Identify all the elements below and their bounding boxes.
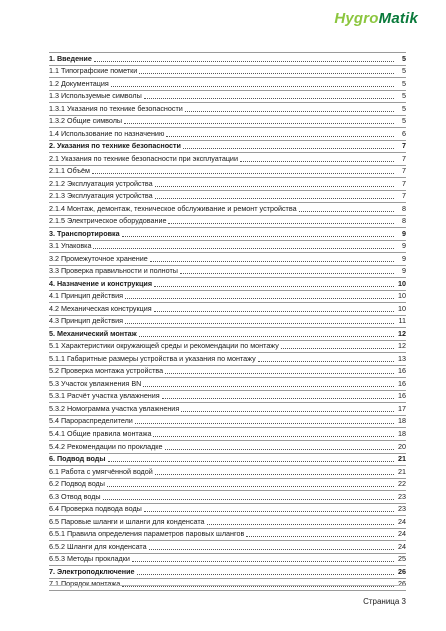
- toc-entry-title: 7. Электроподключение: [49, 566, 135, 576]
- toc-entry-title: 2.1 Указания по технике безопасности при эксплуатации: [49, 153, 238, 163]
- toc-entry-title: 6.5.1 Правила определения параметров паровых шлангов: [49, 529, 245, 539]
- toc-entry-page: 16: [398, 378, 406, 388]
- toc-entry-title: 3.3 Проверка правильности и полноты: [49, 266, 178, 276]
- toc-entry-row[interactable]: [49, 203, 406, 216]
- toc-entry-title: 1.2 Документация: [49, 78, 109, 88]
- toc-entry-title: 2.1.1 Объём: [49, 166, 90, 176]
- toc-entry-page: 21: [398, 454, 406, 464]
- toc-section-row[interactable]: [49, 228, 406, 241]
- toc-entry-row[interactable]: [49, 191, 406, 204]
- toc-entry-title: 6.5.2 Шланги для конденсата: [49, 541, 147, 551]
- toc-entry-title: 1.1 Типографские пометки: [49, 66, 138, 76]
- toc-leader-dots: [94, 53, 394, 62]
- toc-entry-row[interactable]: [49, 216, 406, 229]
- toc-leader-dots: [168, 216, 394, 225]
- toc-entry-title: 5.3.2 Номограмма участка увлажнения: [49, 403, 180, 413]
- toc-leader-dots: [92, 166, 394, 175]
- toc-entry-title: 6.2 Подвод воды: [49, 479, 105, 489]
- toc-entry-row[interactable]: [49, 116, 406, 129]
- toc-entry-row[interactable]: [49, 441, 406, 454]
- toc-entry-row[interactable]: [49, 66, 406, 79]
- toc-entry-page: 18: [398, 428, 406, 438]
- toc-entry-page: 5: [402, 103, 406, 113]
- toc-entry-title: 6.3 Отвод воды: [49, 491, 101, 501]
- toc-entry-row[interactable]: [49, 391, 406, 404]
- toc-leader-dots: [135, 416, 394, 425]
- toc-entry-title: 6.1 Работа с умягчённой водой: [49, 466, 153, 476]
- toc-entry-page: 8: [402, 203, 406, 213]
- toc-entry-row[interactable]: [49, 103, 406, 116]
- toc-leader-dots: [162, 391, 394, 400]
- toc-entry-page: 24: [398, 529, 406, 539]
- toc-leader-dots: [155, 466, 394, 475]
- toc-entry-page: 8: [402, 216, 406, 226]
- toc-entry-title: 5.1.1 Габаритные размеры устройства и указания по монтажу: [49, 353, 256, 363]
- toc-entry-row[interactable]: [49, 91, 406, 104]
- toc-entry-page: 12: [398, 341, 406, 351]
- toc-entry-title: 1.3.2 Общие символы: [49, 116, 123, 126]
- toc-entry-page: 17: [398, 403, 406, 413]
- logo-text-part1: Hygro: [334, 10, 379, 27]
- toc-leader-dots: [125, 316, 394, 325]
- toc-entry-page: 12: [398, 328, 406, 338]
- toc-leader-dots: [180, 266, 394, 275]
- toc-entry-title: 4. Назначение и конструкция: [49, 278, 153, 288]
- toc-entry-page: 9: [402, 228, 406, 238]
- toc-entry-page: 26: [398, 579, 406, 589]
- toc-section-row[interactable]: [49, 278, 406, 291]
- toc-entry-page: 7: [402, 178, 406, 188]
- toc-leader-dots: [111, 78, 394, 87]
- toc-entry-title: 5.4.1 Общие правила монтажа: [49, 428, 152, 438]
- toc-entry-title: 5. Механический монтаж: [49, 328, 137, 338]
- toc-entry-page: 7: [402, 153, 406, 163]
- toc-leader-dots: [281, 341, 394, 350]
- toc-entry-page: 23: [398, 504, 406, 514]
- toc-entry-title: 1.3 Используемые символы: [49, 91, 142, 101]
- toc-leader-dots: [149, 541, 394, 550]
- toc-entry-title: 4.3 Принцип действия: [49, 316, 123, 326]
- toc-entry-row[interactable]: [49, 128, 406, 141]
- toc-section-row[interactable]: [49, 328, 406, 341]
- toc-entry-title: 5.2 Проверка монтажа устройства: [49, 366, 164, 376]
- toc-leader-dots: [183, 141, 394, 150]
- toc-leader-dots: [107, 479, 394, 488]
- toc-leader-dots: [246, 529, 394, 538]
- table-of-contents: [49, 52, 406, 591]
- toc-entry-page: 16: [398, 391, 406, 401]
- toc-entry-row[interactable]: [49, 529, 406, 542]
- toc-leader-dots: [132, 554, 394, 563]
- toc-leader-dots: [154, 303, 394, 312]
- toc-leader-dots: [165, 441, 394, 450]
- toc-entry-row[interactable]: [49, 491, 406, 504]
- toc-leader-dots: [125, 291, 394, 300]
- toc-leader-dots: [103, 491, 394, 500]
- toc-entry-row[interactable]: [49, 416, 406, 429]
- toc-entry-title: 1.3.1 Указания по технике безопасности: [49, 103, 183, 113]
- toc-entry-title: 3. Транспортировка: [49, 228, 120, 238]
- toc-section-row[interactable]: [49, 566, 406, 579]
- toc-entry-page: 18: [398, 416, 406, 426]
- toc-entry-page: 13: [398, 353, 406, 363]
- toc-entry-row[interactable]: [49, 378, 406, 391]
- toc-entry-row[interactable]: [49, 428, 406, 441]
- toc-entry-title: 3.1 Упаковка: [49, 241, 92, 251]
- toc-entry-page: 24: [398, 516, 406, 526]
- toc-entry-page: 9: [402, 241, 406, 251]
- toc-section-row[interactable]: [49, 454, 406, 467]
- toc-entry-row[interactable]: [49, 253, 406, 266]
- toc-leader-dots: [144, 91, 394, 100]
- toc-entry-row[interactable]: [49, 353, 406, 366]
- toc-entry-row[interactable]: [49, 554, 406, 567]
- toc-entry-page: 5: [402, 91, 406, 101]
- page-number: Страница 3: [363, 597, 406, 606]
- toc-entry-page: 7: [402, 141, 406, 151]
- logo-text-part2: Matik: [378, 10, 418, 27]
- toc-entry-page: 24: [398, 541, 406, 551]
- toc-entry-title: 1. Введение: [49, 53, 92, 63]
- toc-entry-title: 5.3 Участок увлажнения BN: [49, 378, 142, 388]
- toc-leader-dots: [108, 454, 394, 463]
- toc-entry-row[interactable]: [49, 78, 406, 91]
- toc-entry-row[interactable]: [49, 178, 406, 191]
- toc-leader-dots: [143, 378, 394, 387]
- toc-leader-dots: [153, 428, 394, 437]
- toc-entry-row[interactable]: [49, 479, 406, 492]
- toc-leader-dots: [154, 278, 394, 287]
- footer-divider: [49, 585, 406, 586]
- toc-entry-page: 22: [398, 479, 406, 489]
- toc-leader-dots: [165, 366, 394, 375]
- toc-entry-page: 21: [398, 466, 406, 476]
- toc-entry-title: 5.4.2 Рекомендации по прокладке: [49, 441, 163, 451]
- toc-leader-dots: [258, 353, 394, 362]
- toc-entry-row[interactable]: [49, 291, 406, 304]
- toc-leader-dots: [166, 128, 394, 137]
- toc-entry-row[interactable]: [49, 166, 406, 179]
- toc-leader-dots: [139, 328, 394, 337]
- toc-leader-dots: [122, 228, 394, 237]
- toc-leader-dots: [139, 66, 394, 75]
- toc-entry-title: 6.4 Проверка подвода воды: [49, 504, 142, 514]
- toc-entry-page: 9: [402, 266, 406, 276]
- toc-entry-title: 2.1.5 Электрическое оборудование: [49, 216, 167, 226]
- toc-entry-row[interactable]: [49, 466, 406, 479]
- toc-entry-page: 25: [398, 554, 406, 564]
- toc-entry-row[interactable]: [49, 303, 406, 316]
- toc-leader-dots: [155, 191, 394, 200]
- toc-entry-page: 26: [398, 566, 406, 576]
- toc-entry-title: 5.3.1 Расчёт участка увлажнения: [49, 391, 160, 401]
- toc-leader-dots: [93, 241, 394, 250]
- toc-entry-page: 5: [402, 116, 406, 126]
- toc-entry-title: 1.4 Использование по назначению: [49, 128, 165, 138]
- toc-entry-page: 7: [402, 191, 406, 201]
- toc-section-row[interactable]: [49, 141, 406, 154]
- toc-entry-title: 5.1 Характеристики окружающей среды и рекомендации по монтажу: [49, 341, 279, 351]
- toc-entry-title: 6.5 Паровые шланги и шланги для конденсата: [49, 516, 205, 526]
- toc-entry-page: 7: [402, 166, 406, 176]
- toc-entry-page: 10: [398, 278, 406, 288]
- toc-entry-page: 5: [402, 78, 406, 88]
- toc-entry-title: 2.1.2 Эксплуатация устройства: [49, 178, 153, 188]
- toc-entry-row[interactable]: [49, 403, 406, 416]
- toc-leader-dots: [155, 178, 394, 187]
- toc-entry-title: 2.1.4 Монтаж, демонтаж, техническое обслуживание и ремонт устройства: [49, 203, 297, 213]
- toc-entry-row[interactable]: [49, 153, 406, 166]
- toc-entry-row[interactable]: [49, 366, 406, 379]
- toc-entry-title: 6. Подвод воды: [49, 454, 106, 464]
- toc-entry-title: 3.2 Промежуточное хранение: [49, 253, 148, 263]
- toc-leader-dots: [299, 203, 394, 212]
- hygromatik-logo: [334, 10, 418, 28]
- toc-leader-dots: [240, 153, 394, 162]
- toc-leader-dots: [124, 116, 394, 125]
- toc-entry-page: 9: [402, 253, 406, 263]
- toc-leader-dots: [185, 103, 394, 112]
- toc-entry-page: 10: [398, 291, 406, 301]
- toc-entry-page: 5: [402, 53, 406, 63]
- toc-entry-title: 4.1 Принцип действия: [49, 291, 123, 301]
- toc-entry-title: 5.4 Парораспределители: [49, 416, 133, 426]
- toc-leader-dots: [181, 403, 394, 412]
- toc-entry-title: 2.1.3 Эксплуатация устройства: [49, 191, 153, 201]
- toc-entry-row[interactable]: [49, 541, 406, 554]
- toc-entry-page: 16: [398, 366, 406, 376]
- toc-leader-dots: [207, 516, 394, 525]
- toc-entry-row[interactable]: [49, 516, 406, 529]
- toc-entry-page: 23: [398, 491, 406, 501]
- toc-entry-row[interactable]: [49, 504, 406, 517]
- toc-leader-dots: [150, 253, 394, 262]
- toc-entry-row[interactable]: [49, 266, 406, 279]
- toc-entry-page: 6: [402, 128, 406, 138]
- toc-section-row[interactable]: [49, 53, 406, 66]
- toc-leader-dots: [137, 566, 394, 575]
- toc-entry-page: 5: [402, 66, 406, 76]
- toc-entry-page: 10: [398, 303, 406, 313]
- toc-entry-title: 4.2 Механическая конструкция: [49, 303, 152, 313]
- toc-leader-dots: [144, 504, 394, 513]
- toc-entry-title: 6.5.3 Методы прокладки: [49, 554, 130, 564]
- toc-entry-title: 2. Указания по технике безопасности: [49, 141, 181, 151]
- toc-entry-row[interactable]: [49, 241, 406, 254]
- toc-entry-title: 7.1 Порядок монтажа: [49, 579, 121, 589]
- toc-entry-page: 11: [398, 316, 406, 326]
- toc-entry-row[interactable]: [49, 341, 406, 354]
- toc-entry-row[interactable]: [49, 316, 406, 329]
- toc-entry-page: 20: [398, 441, 406, 451]
